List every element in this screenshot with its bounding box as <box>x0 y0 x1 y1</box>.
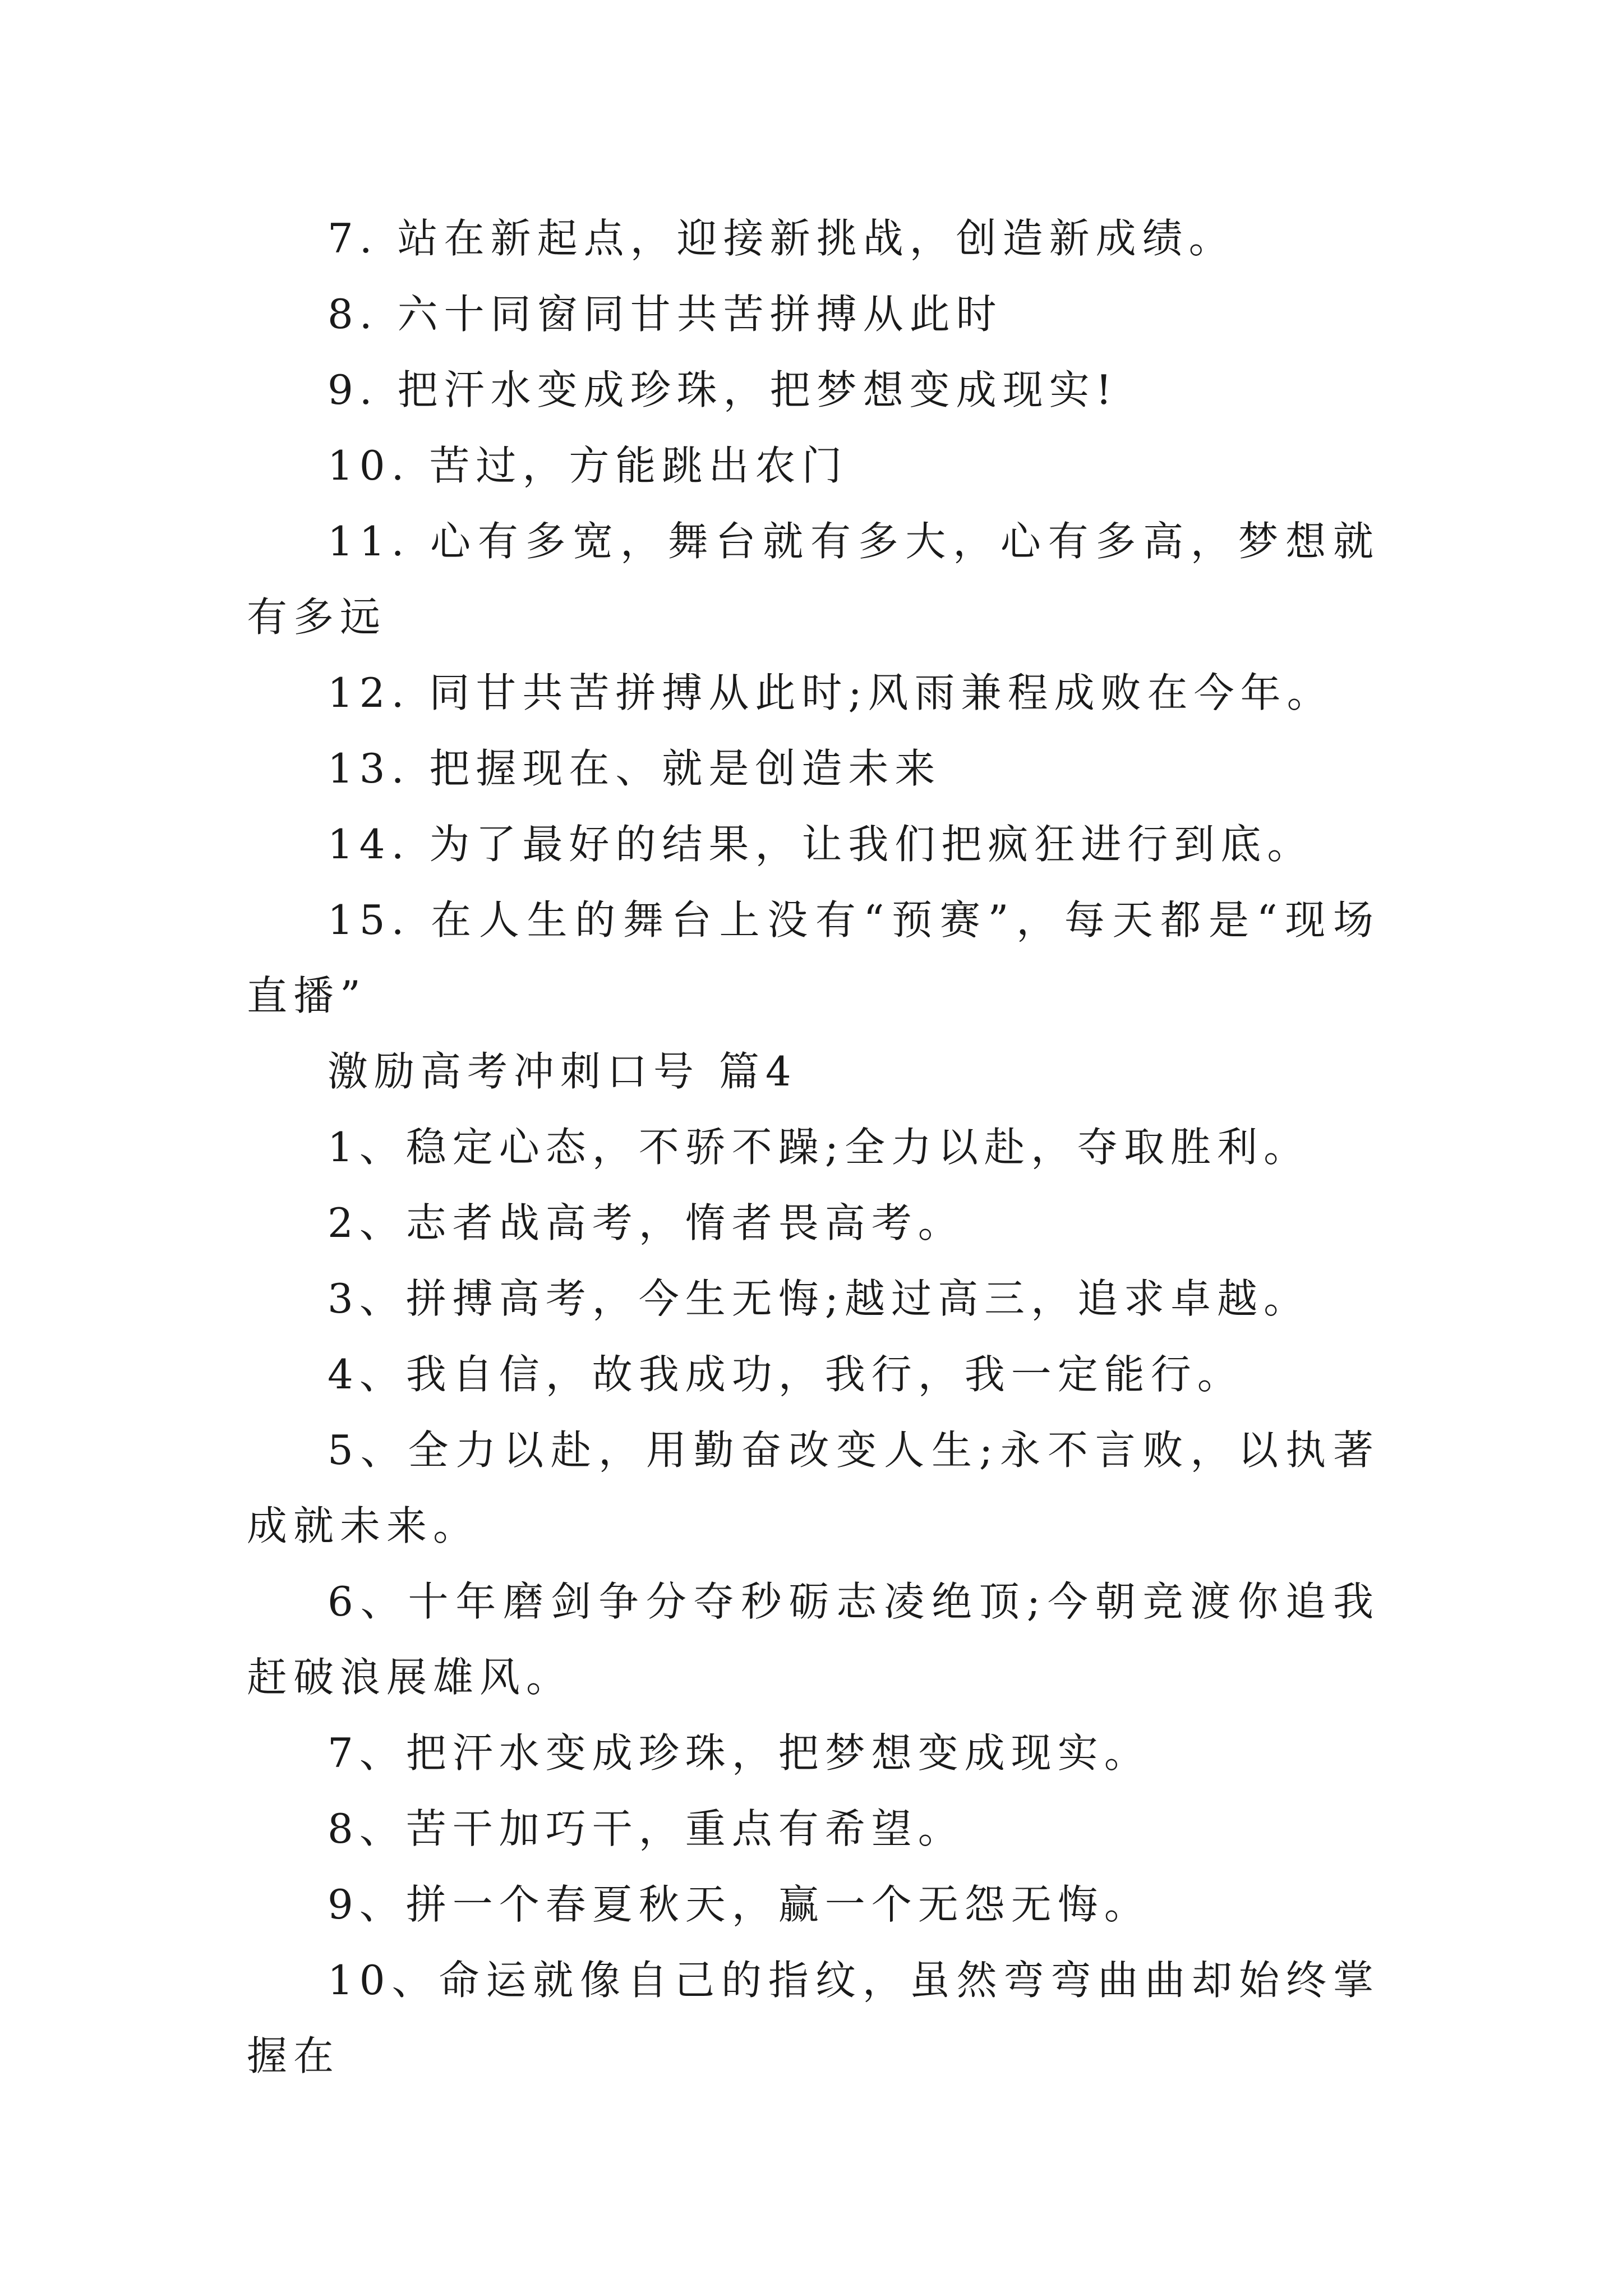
section-heading: 激励高考冲刺口号 篇4 <box>328 1048 797 1095</box>
list-item: 14. 为了最好的结果，让我们把疯狂进行到底。 <box>328 821 1314 868</box>
list-item: 5、全力以赴，用勤奋改变人生;永不言败，以执著成就未来。 <box>247 1427 1380 1549</box>
list-item: 6、十年磨剑争分夺秒砺志凌绝顶;今朝竞渡你追我赶破浪展雄风。 <box>247 1578 1380 1701</box>
list-item: 11. 心有多宽，舞台就有多大，心有多高，梦想就有多远 <box>247 518 1380 641</box>
list-item: 10、命运就像自己的指纹，虽然弯弯曲曲却始终掌握在 <box>247 1957 1380 2079</box>
list-item: 10. 苦过，方能跳出农门 <box>328 442 849 489</box>
list-item: 13. 把握现在、就是创造未来 <box>328 745 942 792</box>
list-item: 8. 六十同窗同甘共苦拼搏从此时 <box>328 291 1003 338</box>
list-item: 12. 同甘共苦拼搏从此时;风雨兼程成败在今年。 <box>328 669 1334 716</box>
document-body <box>247 201 1380 2094</box>
list-item: 7、把汗水变成珍珠，把梦想变成现实。 <box>328 1729 1151 1777</box>
list-item: 2、志者战高考，惰者畏高考。 <box>328 1199 965 1246</box>
list-item: 3、拼搏高考，今生无悔;越过高三，追求卓越。 <box>328 1275 1311 1322</box>
list-item: 9. 把汗水变成珍珠，把梦想变成现实! <box>328 366 1118 413</box>
list-item: 1、稳定心态，不骄不躁;全力以赴，夺取胜利。 <box>328 1124 1311 1171</box>
list-item: 15. 在人生的舞台上没有“预赛”，每天都是“现场直播” <box>247 896 1380 1019</box>
list-item: 4、我自信，故我成功，我行，我一定能行。 <box>328 1351 1244 1398</box>
list-item: 8、苦干加巧干，重点有希望。 <box>328 1805 965 1852</box>
list-item: 7. 站在新起点，迎接新挑战，创造新成绩。 <box>328 215 1235 262</box>
list-item: 9、拼一个春夏秋天，赢一个无怨无悔。 <box>328 1881 1151 1928</box>
